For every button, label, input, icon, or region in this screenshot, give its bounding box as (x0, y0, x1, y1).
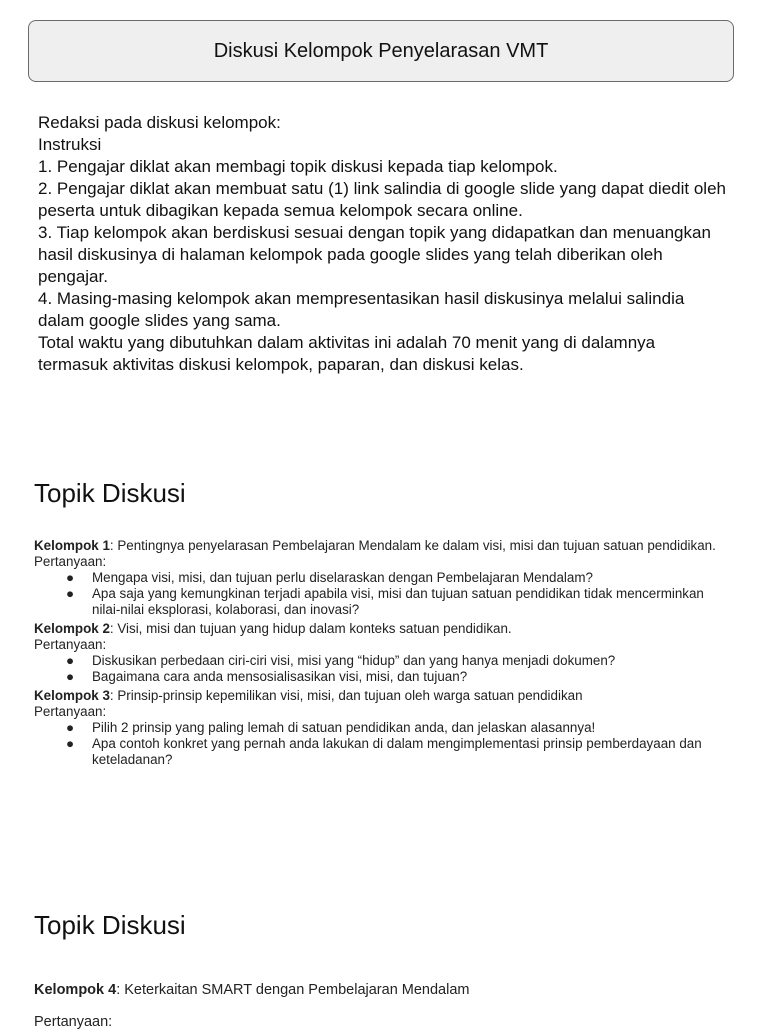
group-topic: : Keterkaitan SMART dengan Pembelajaran Mendalam (116, 982, 470, 998)
intro-block (38, 112, 728, 376)
group-label: Kelompok 2 (34, 621, 110, 636)
question-item (66, 720, 734, 736)
question-item (66, 653, 734, 669)
intro-line: Instruksi (38, 135, 102, 154)
question-item (66, 736, 734, 768)
group-label: Kelompok 3 (34, 688, 110, 703)
topic-block (34, 982, 734, 1033)
intro-line: 1. Pengajar diklat akan membagi topik diskusi kepada tiap kelompok. (38, 157, 558, 176)
question-list (34, 570, 734, 618)
group-label: Kelompok 1 (34, 538, 110, 553)
group-label: Kelompok 4 (34, 982, 117, 998)
intro-line: 4. Masing-masing kelompok akan mempresentasikan hasil diskusinya melalui salindia dalam google slides yang sama. (38, 289, 685, 330)
group-kelompok-3 (34, 688, 734, 768)
bullet-icon: ● (66, 570, 75, 585)
question-text: Apa saja yang kemungkinan terjadi apabila visi, misi dan tujuan satuan pendidikan tidak mencerminkan nilai-nilai eksplorasi, kolaborasi, dan inovasi? (92, 586, 704, 617)
topic-heading: Topik Diskusi (34, 910, 186, 940)
question-label: Pertanyaan: (34, 1014, 113, 1030)
group-title (34, 688, 734, 704)
question-item (66, 669, 734, 685)
topic-block (34, 538, 734, 771)
topic-heading: Topik Diskusi (34, 478, 186, 508)
question-label: Pertanyaan: (34, 637, 107, 652)
group-topic: : Pentingnya penyelarasan Pembelajaran Mendalam ke dalam visi, misi dan tujuan satuan pendidikan. (109, 538, 716, 553)
intro-line: 3. Tiap kelompok akan berdiskusi sesuai dengan topik yang didapatkan dan menuangkan hasil diskusinya di halaman kelompok pada google slides yang telah diberikan oleh pengajar. (38, 223, 711, 286)
question-label: Pertanyaan: (34, 554, 107, 569)
group-kelompok-2 (34, 621, 734, 685)
group-title (34, 621, 734, 637)
question-list (34, 720, 734, 768)
question-text: Mengapa visi, misi, dan tujuan perlu diselaraskan dengan Pembelajaran Mendalam? (92, 570, 593, 585)
document-title: Diskusi Kelompok Penyelarasan VMT (213, 39, 549, 62)
title-box (28, 20, 734, 82)
question-text: Diskusikan perbedaan ciri-ciri visi, misi yang “hidup” dan yang hanya menjadi dokumen? (92, 653, 616, 668)
bullet-icon: ● (66, 720, 75, 735)
bullet-icon: ● (66, 586, 75, 601)
bullet-icon: ● (66, 736, 75, 751)
question-label: Pertanyaan: (34, 704, 107, 719)
group-kelompok-4 (34, 982, 734, 1030)
question-list (34, 653, 734, 685)
question-item (66, 570, 734, 586)
intro-line: Redaksi pada diskusi kelompok: (38, 113, 281, 132)
question-text: Apa contoh konkret yang pernah anda lakukan di dalam mengimplementasi prinsip pemberdayaan dan keteladanan? (92, 736, 702, 767)
intro-line: Total waktu yang dibutuhkan dalam aktivitas ini adalah 70 menit yang di dalamnya termasuk aktivitas diskusi kelompok, paparan, dan diskusi kelas. (38, 333, 656, 374)
group-topic: : Prinsip-prinsip kepemilikan visi, misi, dan tujuan oleh warga satuan pendidikan (109, 688, 583, 703)
question-item (66, 586, 734, 618)
intro-line: 2. Pengajar diklat akan membuat satu (1) link salindia di google slide yang dapat diedit oleh peserta untuk dibagikan kepada semua kelompok secara online. (38, 179, 726, 220)
question-text: Pilih 2 prinsip yang paling lemah di satuan pendidikan anda, dan jelaskan alasannya! (92, 720, 596, 735)
group-title (34, 538, 734, 554)
bullet-icon: ● (66, 653, 75, 668)
group-title (34, 982, 734, 998)
group-kelompok-1 (34, 538, 734, 618)
group-topic: : Visi, misi dan tujuan yang hidup dalam konteks satuan pendidikan. (109, 621, 512, 636)
bullet-icon: ● (66, 669, 75, 684)
question-text: Bagaimana cara anda mensosialisasikan visi, misi, dan tujuan? (92, 669, 468, 684)
